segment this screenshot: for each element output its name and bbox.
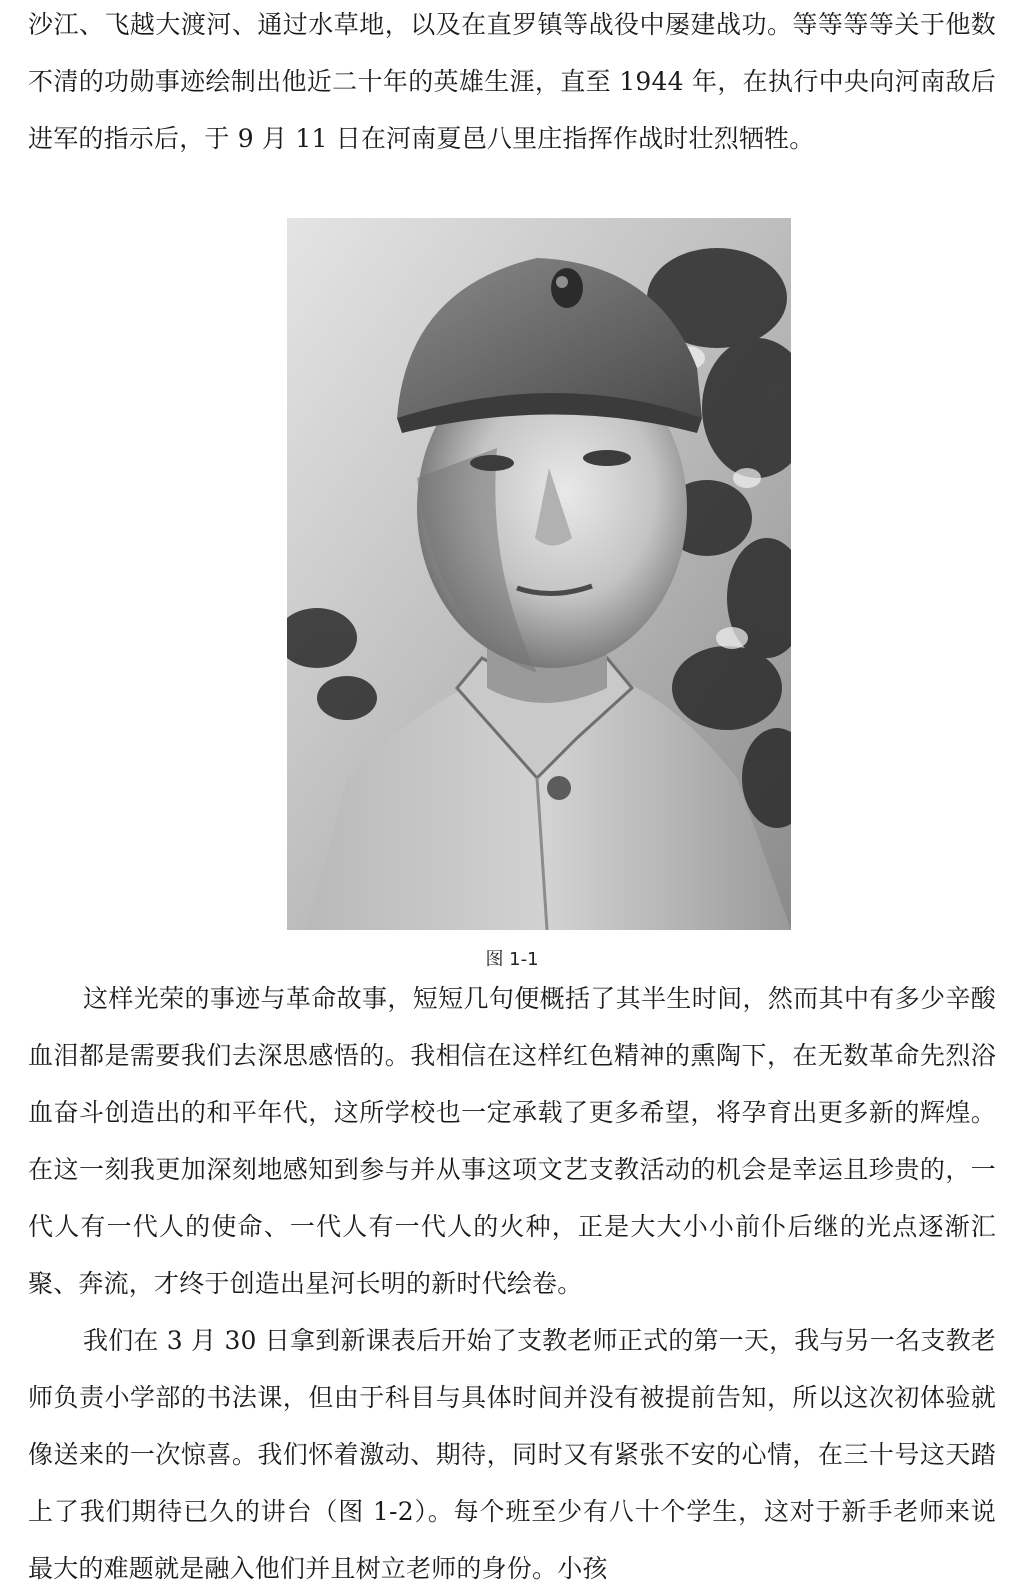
paragraph-2: 这样光荣的事迹与革命故事，短短几句便概括了其半生时间，然而其中有多少辛酸血泪都是需要我们去深思感悟的。我相信在这样红色精神的熏陶下，在无数革命先烈浴血奋斗创造出的和平年代，这所学校也一定承载了更多希望，将孕育出更多新的辉煌。在这一刻我更加深刻地感知到参与并从事这项文艺支教活动的机会是幸运且珍贵的，一代人有一代人的使命、一代人有一代人的火种，正是大大小小前仆后继的光点逐渐汇聚、奔流，才终于创造出星河长明的新时代绘卷。 xyxy=(28,984,996,1298)
figure-caption: 图 1-1 xyxy=(485,949,539,970)
portrait-illustration xyxy=(287,218,791,930)
portrait-photo xyxy=(287,218,791,930)
paragraph-3: 我们在 3 月 30 日拿到新课表后开始了支教老师正式的第一天，我与另一名支教老师负责小学部的书法课，但由于科目与具体时间并没有被提前告知，所以这次初体验就像送来的一次惊喜。我们怀着激动、期待，同时又有紧张不安的心情，在三十号这天踏上了我们期待已久的讲台（图 1-2）。每个班至少有八十个学生，这对于新手老师来说最大的难题就是融入他们并且树立老师的身份。小孩 xyxy=(28,1326,996,1583)
paragraph-1: 沙江、飞越大渡河、通过水草地，以及在直罗镇等战役中屡建战功。等等等等关于他数不清的功勋事迹绘制出他近二十年的英雄生涯，直至 1944 年，在执行中央向河南敌后进军的指示后，于 9 月 11 日在河南夏邑八里庄指挥作战时壮烈牺牲。 xyxy=(28,10,996,153)
